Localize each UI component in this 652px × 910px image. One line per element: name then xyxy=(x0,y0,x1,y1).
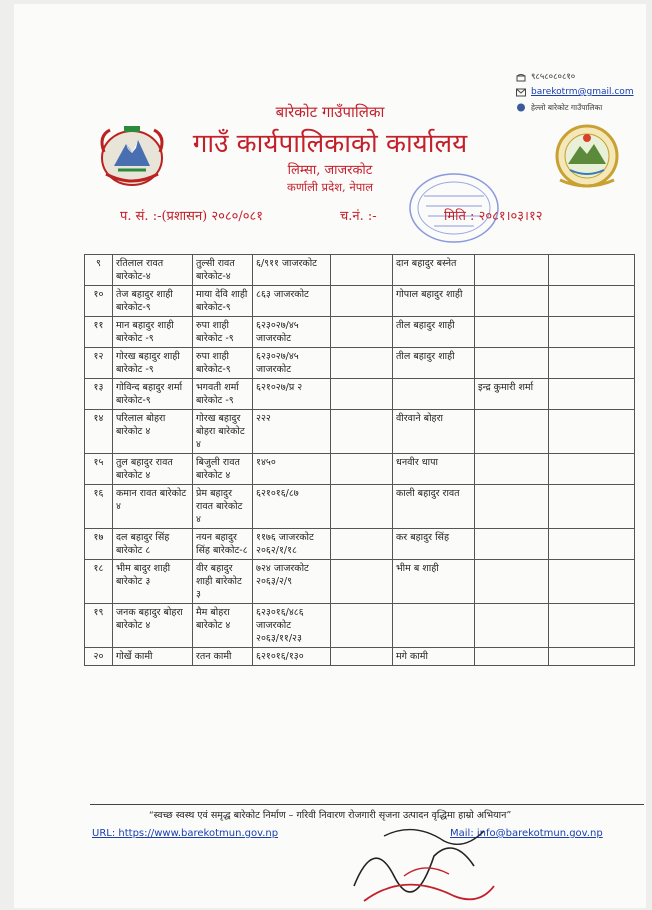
table-row xyxy=(85,485,635,529)
nominee-name-cell: भीम ब शाही xyxy=(393,560,475,604)
certificate-number-cell: ६२३०२७/४५ जाजरकोट xyxy=(253,317,331,348)
extra-column-cell xyxy=(549,560,635,604)
remarks-column-cell xyxy=(475,604,549,648)
serial-number-cell: ११ xyxy=(85,317,113,348)
applicant-name-cell: कमान रावत बारेकोट ४ xyxy=(113,485,193,529)
nominee-name-cell: दान बहादुर बस्नेत xyxy=(393,255,475,286)
nominee-name-cell: कर बहादुर सिंह xyxy=(393,529,475,560)
table-row xyxy=(85,348,635,379)
extra-column-cell xyxy=(549,348,635,379)
phone-number: ९८५८०८०८१० xyxy=(531,72,576,82)
serial-number-cell: १८ xyxy=(85,560,113,604)
envelope-icon xyxy=(516,88,526,97)
remarks-column-cell: इन्द्र कुमारी शर्मा xyxy=(475,379,549,410)
parent-name-cell: रतन कामी xyxy=(193,648,253,666)
extra-column-cell xyxy=(549,410,635,454)
serial-number-cell: १३ xyxy=(85,379,113,410)
blank-column-cell xyxy=(331,560,393,604)
email-link[interactable]: barekotrm@gmail.com xyxy=(531,87,634,97)
nominee-name-cell: मगे कामी xyxy=(393,648,475,666)
email-footer-link[interactable]: Mail: info@barekotmun.gov.np xyxy=(450,828,603,839)
patra-sankhya: प. सं. :-(प्रशासन) २०८०/०८१ xyxy=(120,209,264,224)
parent-name-cell: बिजुली रावत बारेकोट ४ xyxy=(193,454,253,485)
serial-number-cell: १५ xyxy=(85,454,113,485)
remarks-column-cell xyxy=(475,317,549,348)
remarks-column-cell xyxy=(475,286,549,317)
office-title: गाउँ कार्यपालिकाको कार्यालय xyxy=(192,129,468,159)
applicant-name-cell: तेज बहादुर शाही बारेकोट-९ xyxy=(113,286,193,317)
serial-number-cell: १२ xyxy=(85,348,113,379)
serial-number-cell: १० xyxy=(85,286,113,317)
table-row xyxy=(85,255,635,286)
parent-name-cell: भगवती शर्मा बारेकोट -९ xyxy=(193,379,253,410)
records-table xyxy=(84,254,635,666)
parent-name-cell: गोरख बहादुर बोहरा बारेकोट ४ xyxy=(193,410,253,454)
certificate-number-cell: ११७६ जाजरकोट २०६२/१/१८ xyxy=(253,529,331,560)
remarks-column-cell xyxy=(475,348,549,379)
blank-column-cell xyxy=(331,529,393,560)
parent-name-cell: प्रेम बहादुर रावत बारेकोट ४ xyxy=(193,485,253,529)
blank-column-cell xyxy=(331,286,393,317)
serial-number-cell: १७ xyxy=(85,529,113,560)
certificate-number-cell: २२२ xyxy=(253,410,331,454)
serial-number-cell: ९ xyxy=(85,255,113,286)
serial-number-cell: १६ xyxy=(85,485,113,529)
table-row xyxy=(85,317,635,348)
signature-stamp xyxy=(344,816,504,908)
certificate-number-cell: ८६३ जाजरकोट xyxy=(253,286,331,317)
applicant-name-cell: दल बहादुर सिंह बारेकोट ८ xyxy=(113,529,193,560)
certificate-number-cell: ६/९११ जाजरकोट xyxy=(253,255,331,286)
email-row xyxy=(516,85,634,100)
table-row xyxy=(85,410,635,454)
applicant-name-cell: गोरख बहादुर शाही बारेकोट -९ xyxy=(113,348,193,379)
table-row xyxy=(85,648,635,666)
remarks-column-cell xyxy=(475,410,549,454)
parent-name-cell: वीर बहादुर शाही बारेकोट ३ xyxy=(193,560,253,604)
letter-date: मिति : २०८१।०३।१२ xyxy=(444,209,543,224)
remarks-column-cell xyxy=(475,454,549,485)
certificate-number-cell: १४५० xyxy=(253,454,331,485)
applicant-name-cell: मान बहादुर शाही बारेकोट -९ xyxy=(113,317,193,348)
applicant-name-cell: गोविन्द बहादुर शर्मा बारेकोट-९ xyxy=(113,379,193,410)
chalani-number: च.नं. :- xyxy=(340,209,377,224)
table-row xyxy=(85,454,635,485)
gaupalika-name: बारेकोट गाउँपालिका xyxy=(275,103,385,121)
applicant-name-cell: रतिलाल रावत बारेकोट-४ xyxy=(113,255,193,286)
parent-name-cell: रुपा शाही बारेकोट -९ xyxy=(193,317,253,348)
remarks-column-cell xyxy=(475,529,549,560)
certificate-number-cell: ७२४ जाजरकोट २०६३/२/९ xyxy=(253,560,331,604)
remarks-column-cell xyxy=(475,485,549,529)
extra-column-cell xyxy=(549,485,635,529)
applicant-name-cell: तुल बहादुर रावत बारेकोट ४ xyxy=(113,454,193,485)
blank-column-cell xyxy=(331,604,393,648)
remarks-column-cell xyxy=(475,648,549,666)
extra-column-cell xyxy=(549,379,635,410)
nominee-name-cell: गोपाल बहादुर शाही xyxy=(393,286,475,317)
blank-column-cell xyxy=(331,410,393,454)
blank-column-cell xyxy=(331,379,393,410)
extra-column-cell xyxy=(549,317,635,348)
blank-column-cell xyxy=(331,317,393,348)
applicant-name-cell: जनक बहादुर बोहरा बारेकोट ४ xyxy=(113,604,193,648)
table-row xyxy=(85,560,635,604)
applicant-name-cell: गोर्खे कामी xyxy=(113,648,193,666)
serial-number-cell: १४ xyxy=(85,410,113,454)
remarks-column-cell xyxy=(475,255,549,286)
phone-row xyxy=(516,70,634,85)
extra-column-cell xyxy=(549,454,635,485)
nominee-name-cell: धनवीर धापा xyxy=(393,454,475,485)
blank-column-cell xyxy=(331,648,393,666)
letterhead-page xyxy=(14,4,646,908)
extra-column-cell xyxy=(549,648,635,666)
province-country: कर्णाली प्रदेश, नेपाल xyxy=(286,180,374,194)
parent-name-cell: माया देवि शाही बारेकोट-९ xyxy=(193,286,253,317)
parent-name-cell: तुल्सी रावत बारेकोट-४ xyxy=(193,255,253,286)
extra-column-cell xyxy=(549,604,635,648)
nominee-name-cell: काली बहादुर रावत xyxy=(393,485,475,529)
certificate-number-cell: ६२३०२७/४५ जाजरकोट xyxy=(253,348,331,379)
nominee-name-cell: तील बहादुर शाही xyxy=(393,348,475,379)
phone-icon xyxy=(516,73,526,82)
nominee-name-cell: तील बहादुर शाही xyxy=(393,317,475,348)
serial-number-cell: २० xyxy=(85,648,113,666)
blank-column-cell xyxy=(331,454,393,485)
applicant-name-cell: भीम बादुर शाही बारेकोट ३ xyxy=(113,560,193,604)
nominee-name-cell xyxy=(393,379,475,410)
nominee-name-cell xyxy=(393,604,475,648)
footer-slogan: “स्वच्छ स्वस्थ एवं समृद्ध बारेकोट निर्माण – गरिवी निवारण रोजगारी सृजना उत्पादन वृद्धिमा हाम्रो अभियान” xyxy=(148,810,512,821)
office-location: लिम्सा, जाजरकोट xyxy=(287,163,373,178)
facebook-page[interactable]: हेल्लो बारेकोट गाउँपालिका xyxy=(531,103,603,112)
blank-column-cell xyxy=(331,485,393,529)
table-row xyxy=(85,529,635,560)
nominee-name-cell: वीरवाने बोहरा xyxy=(393,410,475,454)
certificate-number-cell: ६२१०१६/८७ xyxy=(253,485,331,529)
table-row xyxy=(85,379,635,410)
parent-name-cell: मैम बोहरा बारेकोट ४ xyxy=(193,604,253,648)
remarks-column-cell xyxy=(475,560,549,604)
extra-column-cell xyxy=(549,529,635,560)
certificate-number-cell: ६२१०२७/प्र २ xyxy=(253,379,331,410)
extra-column-cell xyxy=(549,286,635,317)
blank-column-cell xyxy=(331,255,393,286)
serial-number-cell: १९ xyxy=(85,604,113,648)
certificate-number-cell: ६२३०१६/४८६ जाजरकोट २०६३/११/२३ xyxy=(253,604,331,648)
blank-column-cell xyxy=(331,348,393,379)
parent-name-cell: नयन बहादुर सिंह बारेकोट-८ xyxy=(193,529,253,560)
extra-column-cell xyxy=(549,255,635,286)
table-row xyxy=(85,604,635,648)
applicant-name-cell: परिलाल बोहरा बारेकोट ४ xyxy=(113,410,193,454)
website-link[interactable]: URL: https://www.barekotmun.gov.np xyxy=(92,828,279,839)
footer-divider xyxy=(90,804,644,805)
parent-name-cell: रुपा शाही बारेकोट-९ xyxy=(193,348,253,379)
certificate-number-cell: ६२१०१६/१३० xyxy=(253,648,331,666)
table-row xyxy=(85,286,635,317)
